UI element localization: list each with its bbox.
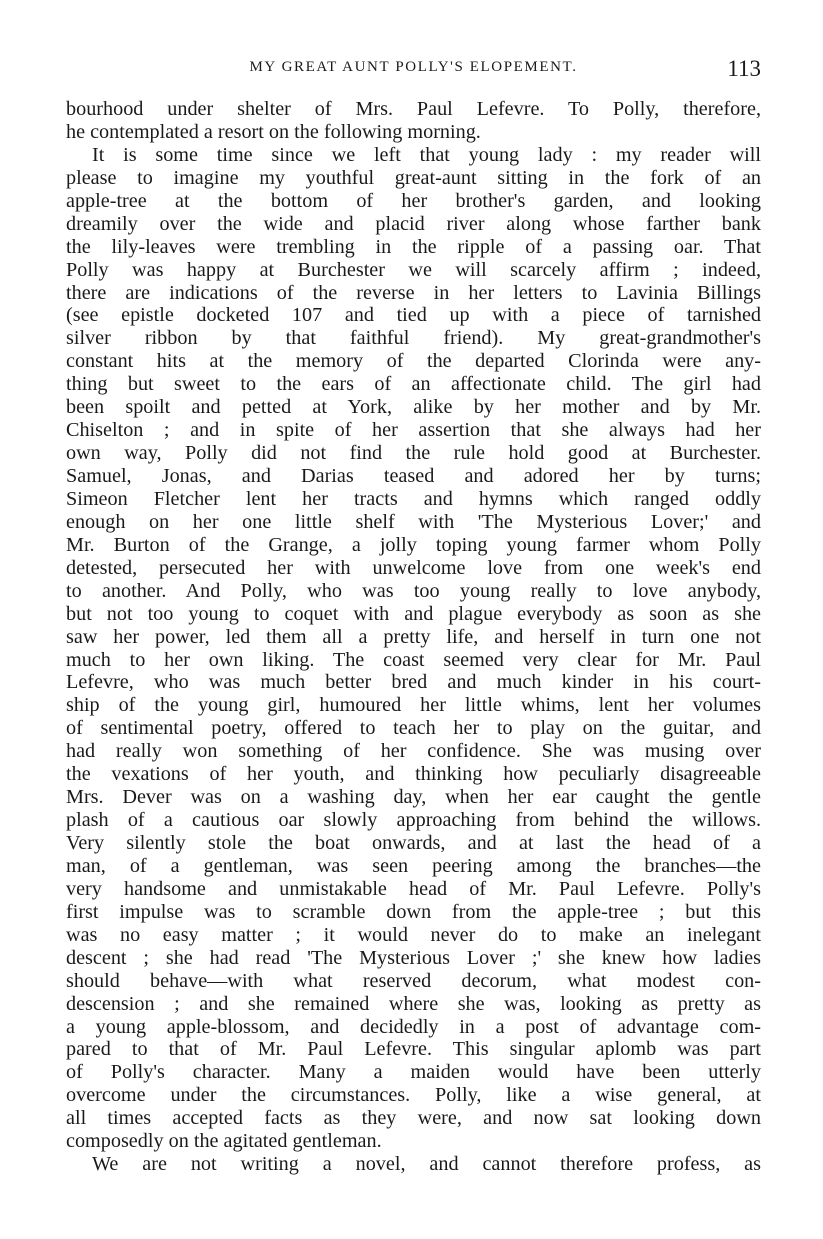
text-line: (see epistle docketed 107 and tied up with a piece of tarnished xyxy=(66,304,761,327)
page-number: 113 xyxy=(727,56,761,81)
text-line: of sentimental poetry, offered to teach her to play on the guitar, and xyxy=(66,717,761,740)
text-line: We are not writing a novel, and cannot therefore profess, as xyxy=(92,1153,761,1176)
text-line: Simeon Fletcher lent her tracts and hymns which ranged oddly xyxy=(66,487,761,510)
text-line: had really won something of her confidence. She was musing over xyxy=(66,740,761,763)
running-head xyxy=(66,56,761,82)
text-line: apple-tree at the bottom of her brother's garden, and looking xyxy=(66,189,761,212)
text-line: Mrs. Dever was on a washing day, when her ear caught the gentle xyxy=(66,786,761,809)
text-line: was no easy matter ; it would never do to make an inelegant xyxy=(66,923,761,946)
text-line: overcome under the circumstances. Polly, like a wise general, at xyxy=(66,1084,761,1107)
text-line: Chiselton ; and in spite of her assertion that she always had her xyxy=(66,419,761,442)
text-line: but not too young to coquet with and plague everybody as soon as she xyxy=(66,602,761,625)
text-line: Very silently stole the boat onwards, and at last the head of a xyxy=(66,832,761,854)
text-line: constant hits at the memory of the departed Clorinda were any- xyxy=(66,350,761,373)
text-line: dreamily over the wide and placid river along whose farther bank xyxy=(66,212,761,235)
text-line: all times accepted facts as they were, and now sat looking down xyxy=(66,1107,761,1130)
text-line: of Polly's character. Many a maiden would have been utterly xyxy=(66,1061,761,1084)
text-line: descent ; she had read 'The Mysterious Lover ;' she knew how ladies xyxy=(66,946,761,969)
text-line: should behave—with what reserved decorum, what modest con- xyxy=(66,969,761,992)
text-line: own way, Polly did not find the rule hold good at Burchester. xyxy=(66,442,761,465)
text-line: enough on her one little shelf with 'The Mysterious Lover;' and xyxy=(66,510,761,533)
text-line: composedly on the agitated gentleman. xyxy=(66,1130,382,1153)
text-line: detested, persecuted her with unwelcome love from one week's end xyxy=(66,556,761,579)
text-line: pared to that of Mr. Paul Lefevre. This singular aplomb was part xyxy=(66,1038,761,1061)
text-line: please to imagine my youthful great-aunt sitting in the fork of an xyxy=(66,166,761,189)
running-title: MY GREAT AUNT POLLY'S ELOPEMENT. xyxy=(249,59,578,75)
text-line: first impulse was to scramble down from the apple-tree ; but this xyxy=(66,900,761,923)
text-line: the vexations of her youth, and thinking how peculiarly disagreeable xyxy=(66,763,761,786)
text-line: the lily-leaves were trembling in the ripple of a passing oar. That xyxy=(66,235,761,258)
text-line: bourhood under shelter of Mrs. Paul Lefevre. To Polly, therefore, xyxy=(66,98,761,120)
text-line: thing but sweet to the ears of an affectionate child. The girl had xyxy=(66,373,761,396)
text-line: Polly was happy at Burchester we will scarcely affirm ; indeed, xyxy=(66,258,761,281)
text-line: descension ; and she remained where she was, looking as pretty as xyxy=(66,992,761,1015)
text-line: ship of the young girl, humoured her little whims, lent her volumes xyxy=(66,694,761,717)
text-line: a young apple-blossom, and decidedly in a post of advantage com- xyxy=(66,1015,761,1038)
text-line: It is some time since we left that young lady : my reader will xyxy=(92,143,761,166)
text-line: plash of a cautious oar slowly approaching from behind the willows. xyxy=(66,809,761,832)
text-line: silver ribbon by that faithful friend). My great-grandmother's xyxy=(66,327,761,350)
text-line: Lefevre, who was much better bred and much kinder in his court- xyxy=(66,671,761,694)
text-line: he contemplated a resort on the following morning. xyxy=(66,120,481,143)
text-line: saw her power, led them all a pretty life, and herself in turn one not xyxy=(66,625,761,648)
text-line: there are indications of the reverse in her letters to Lavinia Billings xyxy=(66,281,761,304)
text-line: Samuel, Jonas, and Darias teased and adored her by turns; xyxy=(66,465,761,487)
text-line: been spoilt and petted at York, alike by her mother and by Mr. xyxy=(66,396,761,419)
text-line: to another. And Polly, who was too young really to love anybody, xyxy=(66,579,761,602)
body-text xyxy=(66,98,761,1176)
text-line: much to her own liking. The coast seemed very clear for Mr. Paul xyxy=(66,648,761,671)
text-line: Mr. Burton of the Grange, a jolly toping young farmer whom Polly xyxy=(66,533,761,556)
text-line: very handsome and unmistakable head of Mr. Paul Lefevre. Polly's xyxy=(66,877,761,900)
text-line: man, of a gentleman, was seen peering among the branches—the xyxy=(66,854,761,877)
